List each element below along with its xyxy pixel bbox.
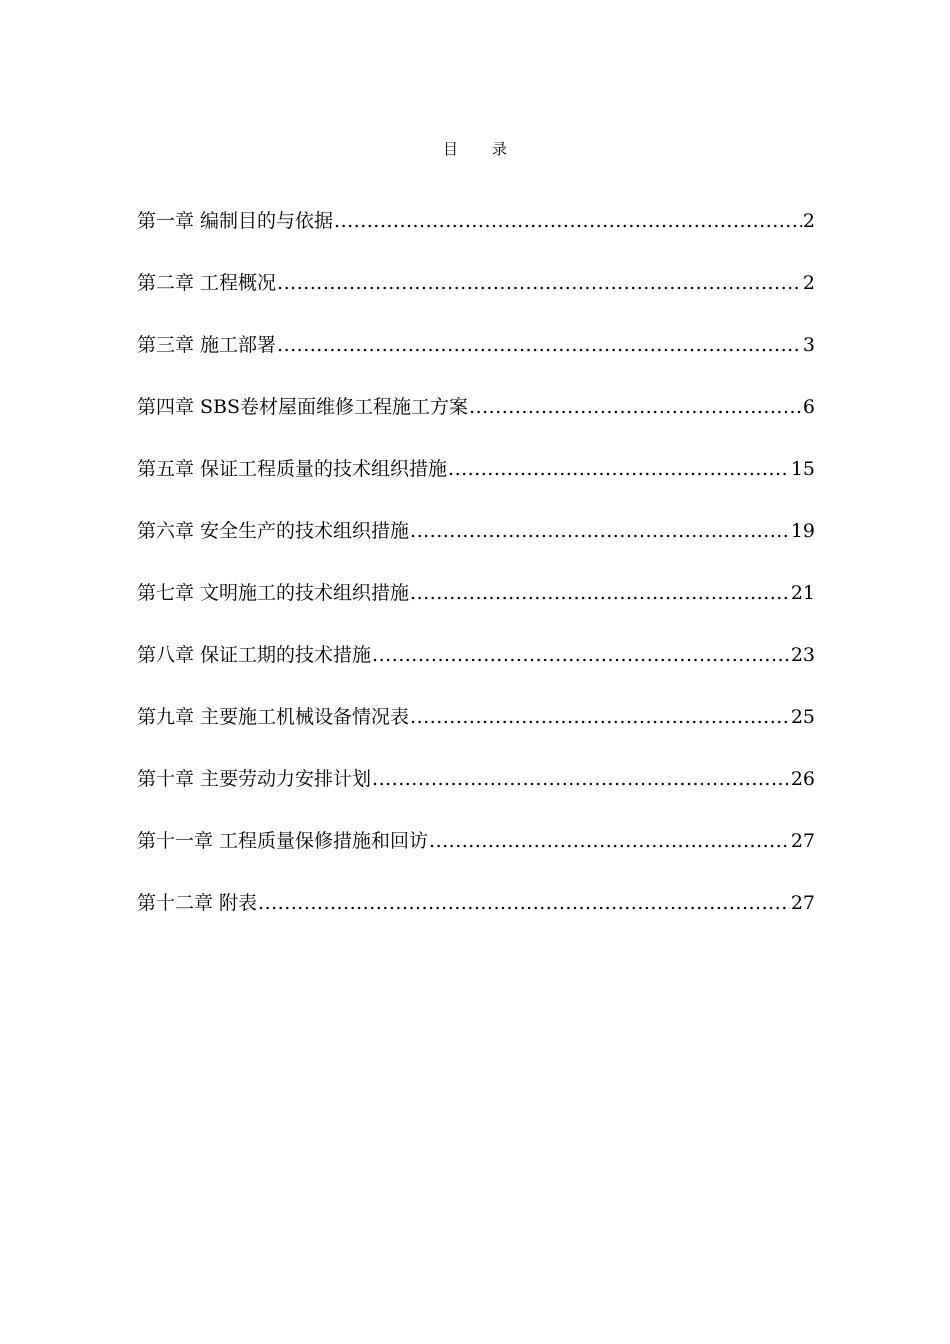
toc-dot-leader bbox=[410, 699, 790, 735]
toc-dot-leader bbox=[429, 823, 790, 859]
toc-dot-leader bbox=[372, 761, 790, 797]
toc-title-left: 目 bbox=[442, 140, 458, 158]
toc-entry-chapter-8[interactable] bbox=[137, 637, 815, 699]
toc-entry-page: 23 bbox=[790, 644, 815, 666]
toc-entry-label: 第七章 文明施工的技术组织措施 bbox=[137, 582, 410, 604]
toc-entry-page: 19 bbox=[790, 520, 815, 542]
toc-title-right: 录 bbox=[492, 140, 508, 158]
toc-entry-label: 第九章 主要施工机械设备情况表 bbox=[137, 706, 410, 728]
toc-entry-label: 第十章 主要劳动力安排计划 bbox=[137, 768, 372, 790]
toc-entry-chapter-6[interactable] bbox=[137, 513, 815, 575]
toc-entry-page: 15 bbox=[790, 458, 815, 480]
toc-entry-page: 27 bbox=[790, 892, 815, 914]
toc-entry-page: 3 bbox=[802, 334, 815, 356]
toc-entry-page: 2 bbox=[802, 210, 815, 232]
toc-entry-page: 26 bbox=[790, 768, 815, 790]
toc-entry-chapter-3[interactable] bbox=[137, 327, 815, 389]
toc-entry-page: 6 bbox=[802, 396, 815, 418]
toc-entry-page: 27 bbox=[790, 830, 815, 852]
toc-entry-chapter-12[interactable] bbox=[137, 885, 815, 947]
toc-entry-chapter-7[interactable] bbox=[137, 575, 815, 637]
toc-dot-leader bbox=[334, 203, 802, 239]
toc-dot-leader bbox=[277, 265, 802, 301]
toc-dot-leader bbox=[410, 513, 790, 549]
toc-entry-label: 第四章 SBS卷材屋面维修工程施工方案 bbox=[137, 396, 469, 418]
toc-dot-leader bbox=[448, 451, 790, 487]
toc-dot-leader bbox=[277, 327, 802, 363]
toc-dot-leader bbox=[372, 637, 790, 673]
toc-entry-chapter-9[interactable] bbox=[137, 699, 815, 761]
toc-entry-chapter-11[interactable] bbox=[137, 823, 815, 885]
toc-entry-chapter-5[interactable] bbox=[137, 451, 815, 513]
toc-entry-page: 21 bbox=[790, 582, 815, 604]
toc-dot-leader bbox=[410, 575, 790, 611]
toc-entry-chapter-2[interactable] bbox=[137, 265, 815, 327]
toc-dot-leader bbox=[469, 389, 802, 425]
toc-entry-label: 第十二章 附表 bbox=[137, 892, 258, 914]
toc-title bbox=[0, 138, 950, 159]
toc-entry-chapter-4[interactable] bbox=[137, 389, 815, 451]
toc-entry-label: 第六章 安全生产的技术组织措施 bbox=[137, 520, 410, 542]
toc-list bbox=[137, 203, 815, 947]
toc-entry-label: 第十一章 工程质量保修措施和回访 bbox=[137, 830, 429, 852]
toc-entry-label: 第二章 工程概况 bbox=[137, 272, 277, 294]
toc-entry-chapter-10[interactable] bbox=[137, 761, 815, 823]
toc-entry-label: 第一章 编制目的与依据 bbox=[137, 210, 334, 232]
toc-entry-label: 第三章 施工部署 bbox=[137, 334, 277, 356]
toc-entry-page: 25 bbox=[790, 706, 815, 728]
toc-entry-label: 第五章 保证工程质量的技术组织措施 bbox=[137, 458, 448, 480]
toc-entry-page: 2 bbox=[802, 272, 815, 294]
toc-dot-leader bbox=[258, 885, 790, 921]
toc-entry-label: 第八章 保证工期的技术措施 bbox=[137, 644, 372, 666]
toc-entry-chapter-1[interactable] bbox=[137, 203, 815, 265]
